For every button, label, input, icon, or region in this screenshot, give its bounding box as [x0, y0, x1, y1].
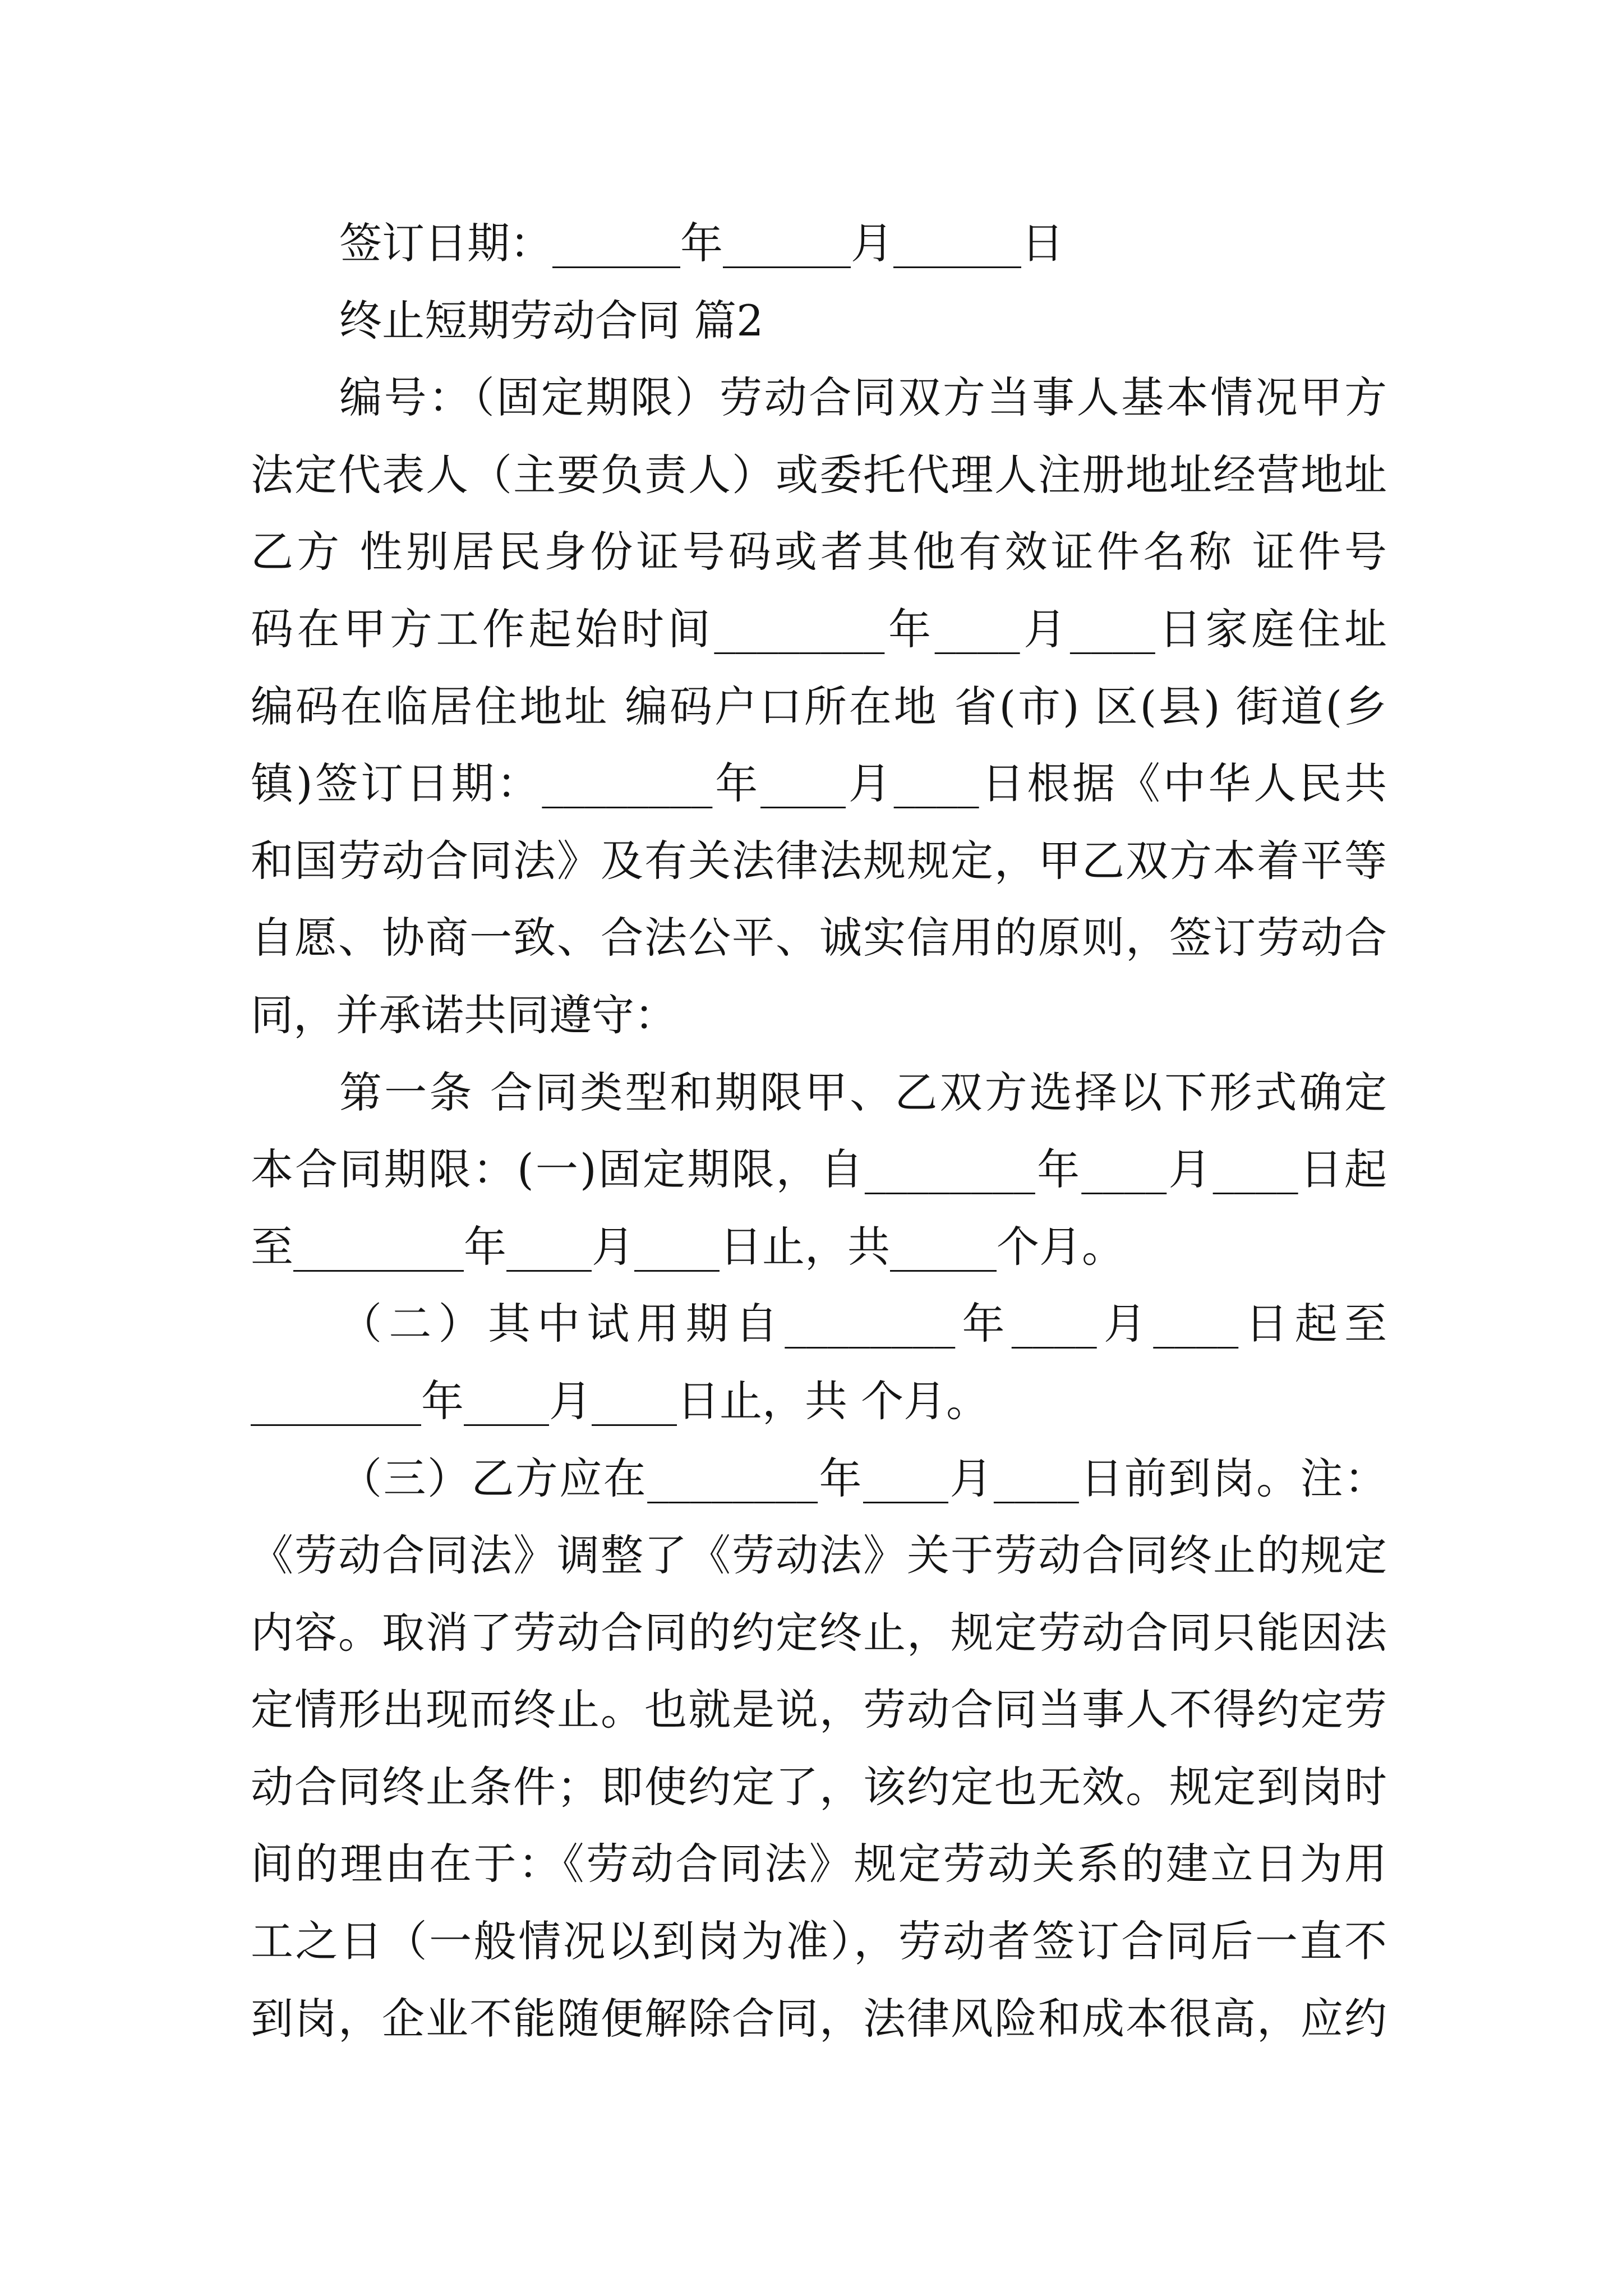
- document-body: [251, 205, 1387, 2057]
- text-line: 本合同期限：(一)固定期限，自________年____月____日起: [251, 1144, 1387, 1195]
- text-line: 至________年____月____日止，共_____个月。: [251, 1221, 1124, 1272]
- text-line: ________年____月____日止，共 个月。: [251, 1375, 989, 1426]
- paragraph-parties-info: [251, 359, 1387, 1053]
- paragraph-signing-date: [251, 205, 1387, 282]
- text-line: 《劳动合同法》调整了《劳动法》关于劳动合同终止的规定: [251, 1530, 1387, 1581]
- text-line: 和国劳动合同法》及有关法律法规规定，甲乙双方本着平等: [251, 835, 1387, 886]
- text-line: 乙方 性别居民身份证号码或者其他有效证件名称 证件号: [251, 527, 1387, 577]
- text-line: 工之日（一般情况以到岗为准），劳动者签订合同后一直不: [251, 1916, 1387, 1967]
- paragraph-section-heading: [251, 282, 1387, 360]
- paragraph-probation: [251, 1285, 1387, 1439]
- text-line: 间的理由在于：《劳动合同法》规定劳动关系的建立日为用: [251, 1839, 1387, 1889]
- text-line: （二）其中试用期自________年____月____日起至: [339, 1299, 1387, 1349]
- section-heading: 终止短期劳动合同 篇2: [339, 295, 764, 346]
- text-line: 定情形出现而终止。也就是说，劳动合同当事人不得约定劳: [251, 1685, 1387, 1735]
- text-line: 码在甲方工作起始时间________年____月____日家庭住址: [251, 604, 1387, 654]
- text-line: 法定代表人（主要负责人）或委托代理人注册地址经营地址: [251, 449, 1387, 500]
- text-line: （三）乙方应在________年____月____日前到岗。注：: [339, 1453, 1387, 1503]
- text-line: 镇)签订日期：________年____月____日根据《中华人民共: [251, 758, 1387, 809]
- text-line: 内容。取消了劳动合同的约定终止，规定劳动合同只能因法: [251, 1607, 1387, 1658]
- text-line: 编号：（固定期限）劳动合同双方当事人基本情况甲方: [339, 372, 1387, 423]
- text-line: 签订日期：______年______月______日: [339, 218, 1064, 268]
- text-line: 同，并承诺共同遵守：: [251, 990, 677, 1040]
- text-line: 动合同终止条件；即使约定了，该约定也无效。规定到岗时: [251, 1761, 1387, 1812]
- text-line: 到岗，企业不能随便解除合同，法律风险和成本很高，应约: [251, 1993, 1387, 2044]
- paragraph-article-1: [251, 1054, 1387, 1286]
- text-line: 编码在临居住地址 编码户口所在地 省(市) 区(县) 街道(乡: [251, 681, 1387, 731]
- text-line: 自愿、协商一致、合法公平、诚实信用的原则，签订劳动合: [251, 913, 1387, 963]
- text-line: 第一条 合同类型和期限甲、乙双方选择以下形式确定: [339, 1067, 1387, 1117]
- paragraph-report-date: [251, 1440, 1387, 2058]
